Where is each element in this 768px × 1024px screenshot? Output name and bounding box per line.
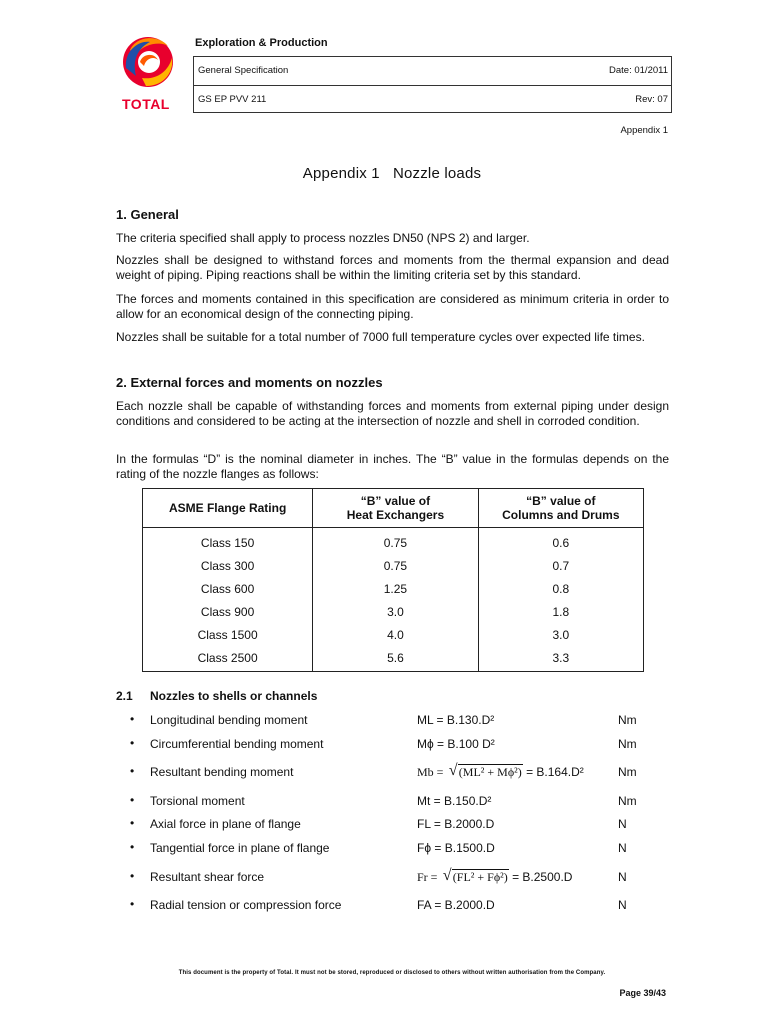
paragraph: The criteria specified shall apply to process nozzles DN50 (NPS 2) and larger. (116, 231, 530, 245)
total-logo (116, 28, 180, 118)
paragraph: Nozzles shall be suitable for a total number of 7000 full temperature cycles over expected life times. (116, 330, 645, 344)
list-item: • Longitudinal bending moment ML = B.130.D² Nm (130, 712, 637, 727)
resultant-moment-formula: Mb = √ (ML² + Mϕ²) = B.164.D² (417, 762, 584, 779)
doc-type: General Specification (198, 65, 289, 76)
table-row: Class 600 1.25 0.8 (143, 577, 644, 600)
flange-rating-table (142, 488, 644, 672)
list-item: • Circumferential bending moment Mϕ = B.100 D² Nm (130, 736, 637, 751)
table-row: Class 150 0.75 0.6 (143, 528, 644, 555)
list-item: • Axial force in plane of flange FL = B.2000.D N (130, 816, 627, 831)
table-row: Class 1500 4.0 3.0 (143, 623, 644, 646)
doc-rev: Rev: 07 (635, 94, 668, 105)
confidentiality-notice: This document is the property of Total. It must not be stored, reproduced or disclosed to others without written authorisation from the Company. (178, 970, 606, 976)
doc-id: GS EP PVV 211 (198, 94, 267, 105)
sqrt-symbol: √ (ML² + Mϕ²) (448, 762, 522, 779)
list-item: • Resultant shear force Fr = √ (FL² + Fϕ²) = B.2500.D N (130, 867, 627, 884)
col-header-columns-drums: “B” value of Columns and Drums (478, 489, 643, 528)
company-name: Exploration & Production (195, 37, 328, 49)
col-header-heat-exchangers: “B” value of Heat Exchangers (313, 489, 478, 528)
table-header-row (143, 489, 644, 528)
list-item: • Resultant bending moment Mb = √ (ML² + Mϕ²) = B.164.D² Nm (130, 762, 637, 779)
paragraph: In the formulas “D” is the nominal diameter in inches. The “B” value in the formulas depends on the rating of the nozzle flanges as follows: (116, 452, 669, 481)
section-1-heading: 1. General (116, 207, 179, 222)
page-title: Appendix 1 Nozzle loads (302, 165, 482, 182)
list-item: • Tangential force in plane of flange Fϕ = B.1500.D N (130, 840, 627, 855)
logo-wordmark: TOTAL (122, 96, 170, 112)
table-row: Class 2500 5.6 3.3 (143, 646, 644, 672)
page-number: Page 39/43 (619, 988, 666, 998)
col-header-rating: ASME Flange Rating (143, 489, 313, 528)
list-item: • Radial tension or compression force FA = B.2000.D N (130, 897, 627, 912)
header-divider (194, 85, 671, 86)
doc-date: Date: 01/2011 (609, 65, 668, 76)
paragraph: Nozzles shall be designed to withstand forces and moments from the thermal expansion and dead weight of piping. Piping reactions shall be within the limiting criteria set by this standard. (116, 253, 669, 282)
section-2-heading: 2. External forces and moments on nozzles (116, 375, 383, 390)
header-box (193, 56, 672, 113)
appendix-tag: Appendix 1 (620, 125, 668, 136)
table-row: Class 300 0.75 0.7 (143, 554, 644, 577)
sqrt-symbol: √ (FL² + Fϕ²) (442, 867, 508, 884)
resultant-shear-formula: Fr = √ (FL² + Fϕ²) = B.2500.D (417, 867, 573, 884)
table-row: Class 900 3.0 1.8 (143, 600, 644, 623)
paragraph: The forces and moments contained in this specification are considered as minimum criteria in order to allow for an economical design of the connecting piping. (116, 292, 669, 321)
paragraph: Each nozzle shall be capable of withstanding forces and moments from external piping under design conditions and considered to be acting at the intersection of nozzle and shell in corroded condition. (116, 399, 669, 428)
list-item: • Torsional moment Mt = B.150.D² Nm (130, 793, 637, 808)
subsection-2-1-heading: 2.1 Nozzles to shells or channels (116, 689, 318, 703)
